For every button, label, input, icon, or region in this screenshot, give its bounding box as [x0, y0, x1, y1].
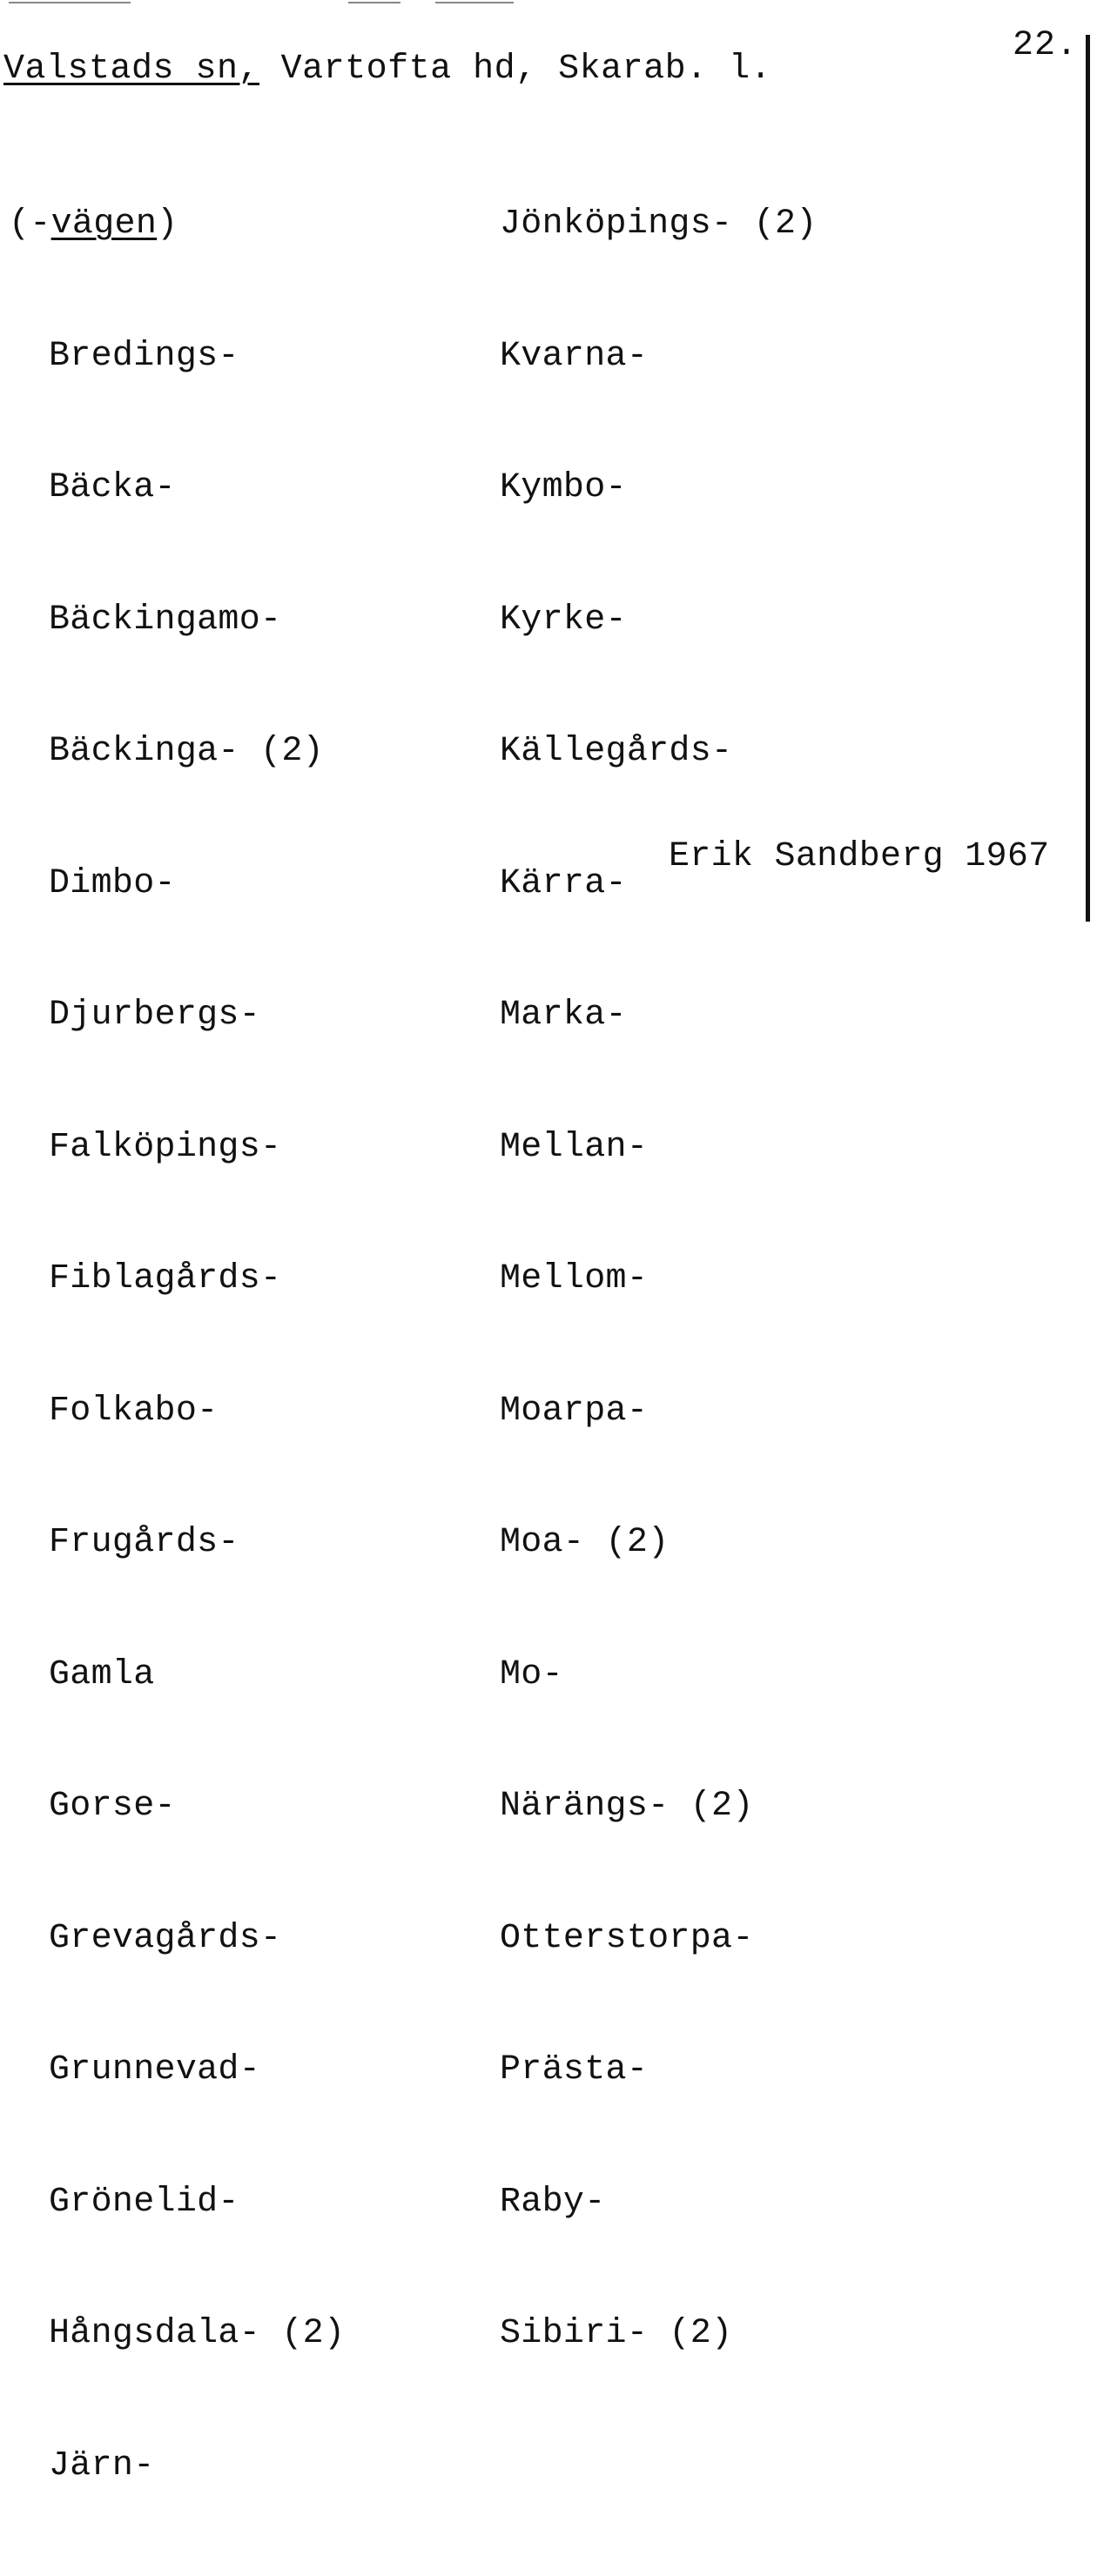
- heading-word: vägen: [50, 205, 158, 244]
- list-item: Kymbo-: [500, 468, 627, 507]
- card-header: [3, 50, 771, 89]
- list-item: Prästa-: [500, 2050, 649, 2090]
- list-item: Fiblagårds-: [49, 1259, 282, 1298]
- list-item: Grunnevad-: [49, 2050, 261, 2090]
- list-item: Järn-: [49, 2445, 155, 2485]
- list-item: Bäckingamo-: [49, 600, 282, 640]
- list-item: Mellan-: [500, 1127, 649, 1167]
- page-number: 22.: [1013, 26, 1079, 65]
- district-name: Vartofta hd,: [280, 50, 537, 89]
- list-item: Djurbergs-: [49, 996, 261, 1035]
- list-item: Bredings-: [49, 336, 239, 376]
- list-item: Jönköpings- (2): [500, 205, 818, 244]
- list-item: Grönelid-: [49, 2182, 239, 2222]
- list-item: Otterstorpa-: [500, 1918, 754, 1958]
- list-item: Folkabo-: [49, 1391, 219, 1431]
- top-edge-mark: [9, 2, 131, 3]
- list-item: Bäcka-: [49, 468, 176, 507]
- list-item: Moa- (2): [500, 1523, 670, 1562]
- right-column: [500, 115, 818, 2445]
- top-edge-mark: [348, 2, 400, 3]
- list-item: Mellom-: [500, 1259, 649, 1298]
- list-item: Kvarna-: [500, 336, 649, 376]
- list-item: Marka-: [500, 996, 627, 1035]
- list-item: Gamla: [49, 1654, 155, 1694]
- list-item: Gorse-: [49, 1787, 176, 1826]
- column-heading: [9, 203, 345, 247]
- list-item: Bäckinga- (2): [49, 732, 324, 771]
- list-item: Kyrke-: [500, 600, 627, 640]
- list-item: Hångsdala- (2): [49, 2314, 346, 2353]
- list-item: Dimbo-: [49, 863, 176, 903]
- list-item: Frugårds-: [49, 1523, 239, 1562]
- list-item: Kärra-: [500, 863, 627, 903]
- parish-name: Valstads sn,: [3, 50, 260, 89]
- top-edge-mark: [435, 2, 514, 3]
- list-item: Mo-: [500, 1654, 563, 1694]
- heading-prefix: (-: [9, 205, 51, 244]
- list-item: Närängs- (2): [500, 1787, 754, 1826]
- card-right-border: [1086, 35, 1090, 922]
- list-item: Källegårds-: [500, 732, 733, 771]
- list-item: Sibiri- (2): [500, 2314, 733, 2353]
- heading-suffix: ): [157, 205, 178, 244]
- author-signature: Erik Sandberg 1967: [669, 837, 1050, 876]
- list-item: Moarpa-: [500, 1391, 649, 1431]
- left-column: [9, 115, 345, 2576]
- list-item: Falköpings-: [49, 1127, 282, 1167]
- list-item: Grevagårds-: [49, 1918, 282, 1958]
- list-item: Raby-: [500, 2182, 606, 2222]
- county-name: Skarab. l.: [558, 50, 772, 89]
